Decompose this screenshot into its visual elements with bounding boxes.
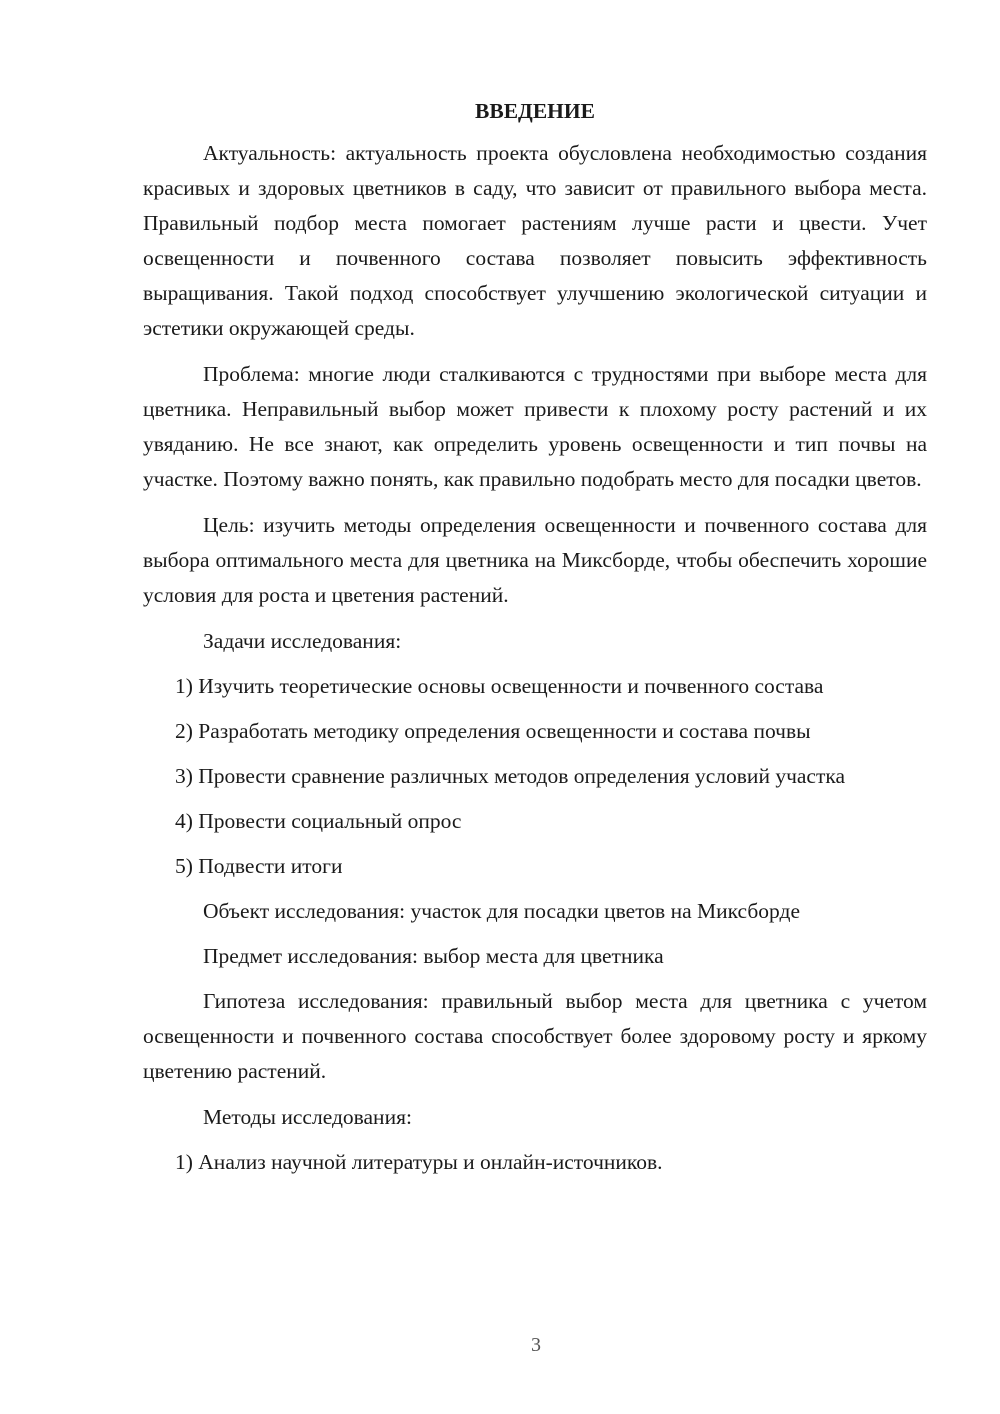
document-page (143, 96, 927, 1190)
hypothesis-paragraph: Гипотеза исследования: правильный выбор места для цветника с учетом освещенности и почвенного состава способствует более здоровому росту и яркому цветению растений. (143, 989, 927, 1083)
tasks-heading: Задачи исследования: (203, 629, 402, 653)
problem-paragraph: Проблема: многие люди сталкиваются с трудностями при выборе места для цветника. Неправильный выбор может привести к плохому росту растений и их увяданию. Не все знают, как определить уровень освещенности и тип почвы на участке. Поэтому важно понять, как правильно подобрать место для посадки цветов. (143, 362, 927, 491)
task-item-5: 5) Подвести итоги (175, 854, 343, 878)
task-item-3: 3) Провести сравнение различных методов определения условий участка (175, 764, 846, 788)
methods-heading: Методы исследования: (203, 1105, 412, 1129)
task-item-1: 1) Изучить теоретические основы освещенности и почвенного состава (175, 674, 824, 698)
goal-paragraph: Цель: изучить методы определения освещенности и почвенного состава для выбора оптимального места для цветника на Миксборде, чтобы обеспечить хорошие условия для роста и цветения растений. (143, 513, 927, 607)
object-line: Объект исследования: участок для посадки цветов на Миксборде (203, 899, 800, 923)
section-title: ВВЕДЕНИЕ (475, 99, 595, 123)
method-item-1: 1) Анализ научной литературы и онлайн-источников. (175, 1150, 663, 1174)
task-item-2: 2) Разработать методику определения освещенности и состава почвы (175, 719, 811, 743)
page-number: 3 (531, 1334, 541, 1356)
subject-line: Предмет исследования: выбор места для цветника (203, 944, 664, 968)
relevance-paragraph: Актуальность: актуальность проекта обусловлена необходимостью создания красивых и здоровых цветников в саду, что зависит от правильного выбора места. Правильный подбор места помогает растениям лучше расти и цвести. Учет освещенности и почвенного состава позволяет повысить эффективность выращивания. Такой подход способствует улучшению экологической ситуации и эстетики окружающей среды. (143, 141, 927, 340)
task-item-4: 4) Провести социальный опрос (175, 809, 462, 833)
